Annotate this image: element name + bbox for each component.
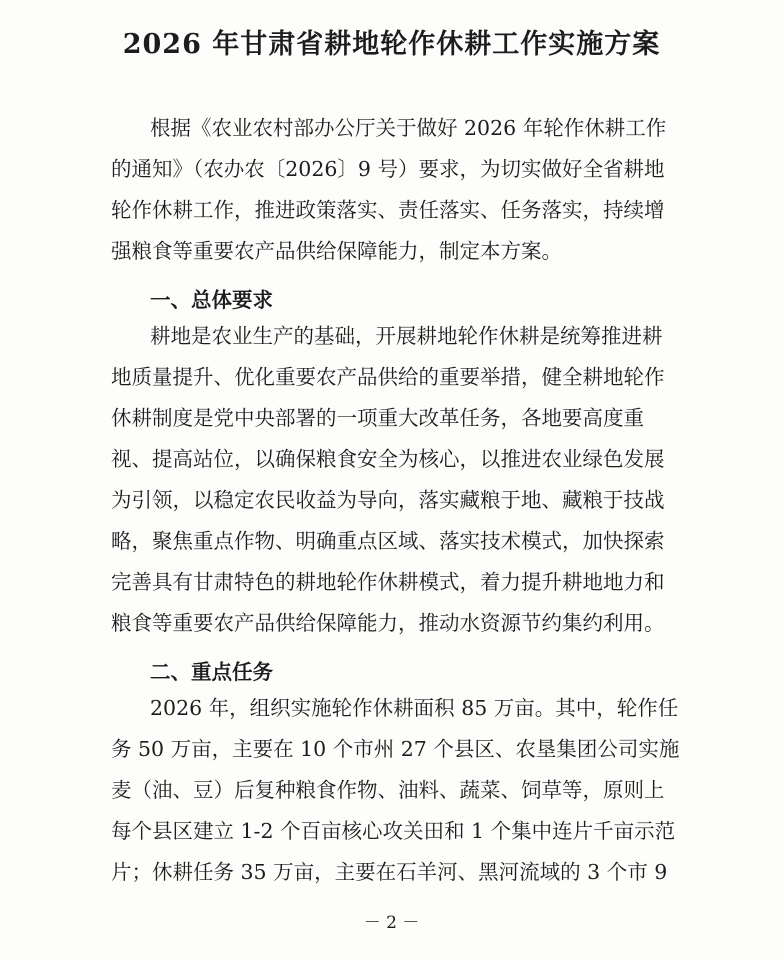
- paragraph-line: 为引领，以稳定农民收益为导向，落实藏粮于地、藏粮于技战: [111, 488, 665, 512]
- intro-line: 的通知》（农办农〔2026〕9 号）要求，为切实做好全省耕地: [111, 157, 665, 181]
- paragraph-line: 2026 年，组织实施轮作休耕面积 85 万亩。其中，轮作任: [150, 696, 679, 720]
- intro-line: 轮作休耕工作，推进政策落实、责任落实、任务落实，持续增: [111, 198, 665, 222]
- paragraph-line: 略，聚焦重点作物、明确重点区域、落实技术模式，加快探索: [111, 529, 665, 553]
- paragraph-line: 地质量提升、优化重要农产品供给的重要举措，健全耕地轮作: [111, 365, 665, 389]
- paragraph-line: 完善具有甘肃特色的耕地轮作休耕模式，着力提升耕地地力和: [111, 570, 665, 594]
- paragraph-line: 视、提高站位，以确保粮食安全为核心，以推进农业绿色发展: [111, 447, 665, 471]
- paragraph-line: 麦（油、豆）后复种粮食作物、油料、蔬菜、饲草等，原则上: [111, 778, 665, 802]
- intro-line: 根据《农业农村部办公厅关于做好 2026 年轮作休耕工作: [150, 116, 667, 140]
- page-number: － 2 －: [363, 913, 420, 933]
- paragraph-line: 粮食等重要农产品供给保障能力，推动水资源节约集约利用。: [111, 611, 665, 635]
- paragraph-line: 耕地是农业生产的基础，开展耕地轮作休耕是统筹推进耕: [150, 324, 663, 348]
- paragraph-line: 休耕制度是党中央部署的一项重大改革任务，各地要高度重: [111, 406, 644, 430]
- section-heading: 一、总体要求: [150, 288, 273, 312]
- paragraph-line: 片；休耕任务 35 万亩，主要在石羊河、黑河流域的 3 个市 9: [111, 860, 668, 884]
- intro-line: 强粮食等重要农产品供给保障能力，制定本方案。: [111, 239, 562, 263]
- document-title: 2026 年甘肃省耕地轮作休耕工作实施方案: [122, 29, 661, 60]
- paragraph-line: 每个县区建立 1-2 个百亩核心攻关田和 1 个集中连片千亩示范: [111, 819, 676, 843]
- section-heading: 二、重点任务: [150, 660, 273, 684]
- paragraph-line: 务 50 万亩，主要在 10 个市州 27 个县区、农垦集团公司实施: [111, 737, 680, 761]
